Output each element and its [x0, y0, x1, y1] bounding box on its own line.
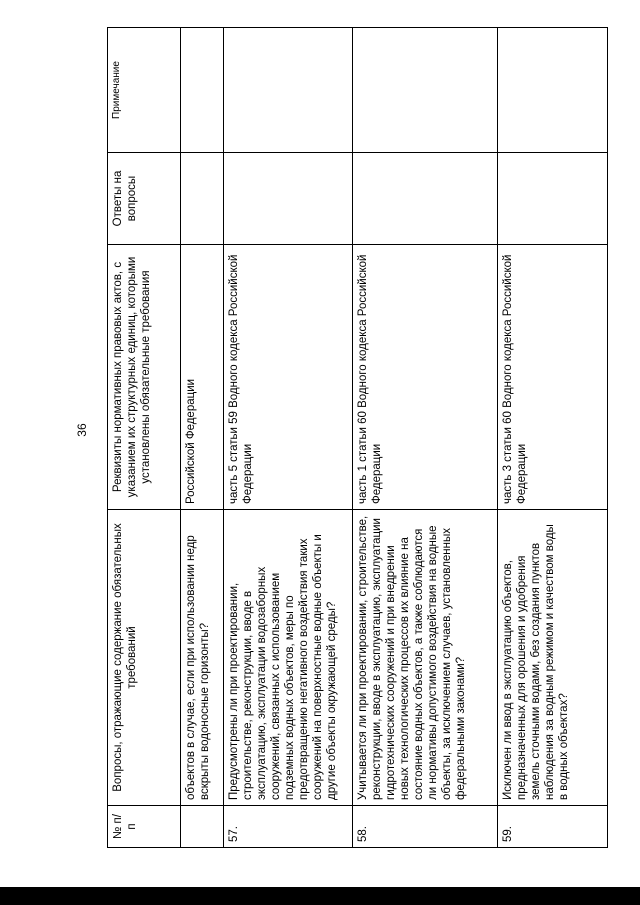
row-notes — [353, 28, 498, 153]
table-row — [181, 28, 224, 848]
page-number: 36 — [75, 423, 89, 437]
header-num: № п/п — [108, 806, 181, 848]
requirements-table — [107, 27, 608, 848]
row-num — [181, 806, 224, 848]
row-question: Исключен ли ввод в эксплуатацию объектов, предназначенных для орошения и удобрения земель сточными водами, без создания пунктов наблюдения за водным режимом и качеством воды в водных объектах? — [498, 510, 608, 806]
row-requisites: часть 3 статьи 60 Водного кодекса Российской Федерации — [498, 245, 608, 510]
row-answers — [498, 153, 608, 245]
row-answers — [224, 153, 353, 245]
row-answers — [353, 153, 498, 245]
row-notes — [224, 28, 353, 153]
row-answers — [181, 153, 224, 245]
rotated-table-container — [107, 28, 607, 848]
header-answers: Ответы на вопросы — [108, 153, 181, 245]
row-num: 58. — [353, 806, 498, 848]
row-question: Учитывается ли при проектировании, строительстве, реконструкции, вводе в эксплуатацию, эксплуатации гидротехнических сооружений и при внедрении новых технологических процессов их влияние на состояние водных объектов, а также соблюдаются ли нормативы допустимого воздействия на водные объекты, за исключением случаев, установленных федеральными законами? — [353, 510, 498, 806]
row-num: 59. — [498, 806, 608, 848]
scan-bottom-border — [0, 887, 640, 905]
row-requisites: часть 5 статьи 59 Водного кодекса Российской Федерации — [224, 245, 353, 510]
row-requisites: Российской Федерации — [181, 245, 224, 510]
header-question: Вопросы, отражающие содержание обязательных требований — [108, 510, 181, 806]
row-notes — [498, 28, 608, 153]
row-question: объектов в случае, если при использовании недр вскрыты водоносные горизонты? — [181, 510, 224, 806]
row-num: 57. — [224, 806, 353, 848]
table-header-row — [108, 28, 181, 848]
header-notes: Примечание — [108, 28, 181, 153]
table-row — [224, 28, 353, 848]
header-requisites: Реквизиты нормативных правовых актов, с указанием их структурных единиц, которыми установлены обязательные требования — [108, 245, 181, 510]
table-row — [353, 28, 498, 848]
row-notes — [181, 28, 224, 153]
row-question: Предусмотрены ли при проектировании, строительстве, реконструкции, вводе в эксплуатацию, эксплуатации водозаборных сооружений, связанных с использованием подземных водных объектов, меры по предотвращению негативного воздействия таких сооружений на поверхностные водные объекты и другие объекты окружающей среды? — [224, 510, 353, 806]
table-row — [498, 28, 608, 848]
row-requisites: часть 1 статьи 60 Водного кодекса Российской Федерации — [353, 245, 498, 510]
